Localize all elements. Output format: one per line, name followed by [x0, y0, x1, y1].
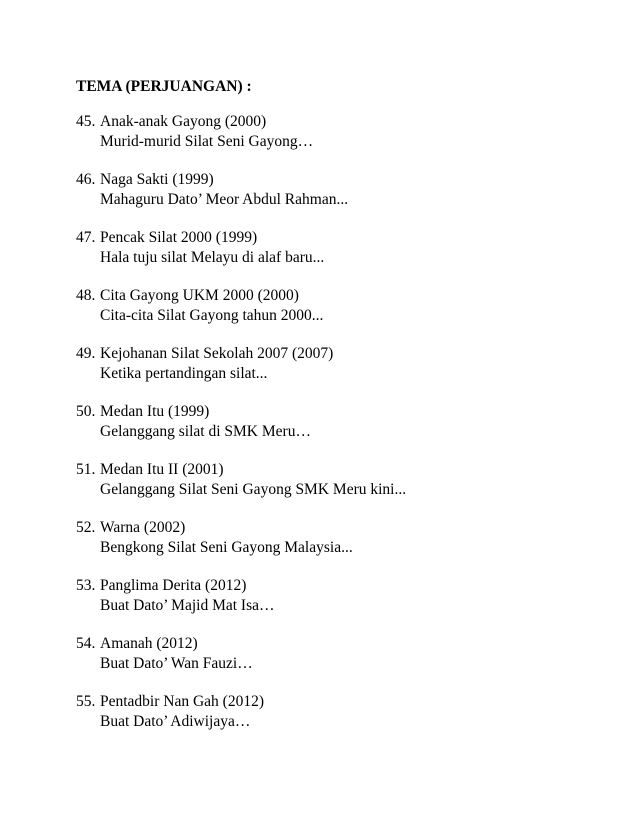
- entry-title-line: [76, 576, 616, 596]
- entry-title-line: [76, 692, 616, 712]
- list-item: [76, 112, 616, 152]
- entry-description: Buat Dato’ Majid Mat Isa…: [100, 597, 275, 614]
- entry-title-line: [76, 460, 616, 480]
- entry-title: Medan Itu (1999): [100, 403, 210, 420]
- entry-number: 47.: [76, 229, 96, 246]
- entry-title: Naga Sakti (1999): [100, 171, 214, 188]
- entry-title: Amanah (2012): [100, 635, 198, 652]
- entry-description: Gelanggang Silat Seni Gayong SMK Meru kini...: [100, 481, 407, 498]
- entry-title: Panglima Derita (2012): [100, 577, 247, 594]
- document-page: [76, 76, 616, 750]
- entry-description: Murid-murid Silat Seni Gayong…: [100, 133, 314, 150]
- entry-description: Mahaguru Dato’ Meor Abdul Rahman...: [100, 191, 349, 208]
- entry-title-line: [76, 344, 616, 364]
- entry-title: Pentadbir Nan Gah (2012): [100, 693, 264, 710]
- document-heading: TEMA (PERJUANGAN) :: [76, 78, 252, 95]
- entry-number: 46.: [76, 171, 96, 188]
- entry-title-line: [76, 286, 616, 306]
- list-item: [76, 286, 616, 326]
- entry-title: Medan Itu II (2001): [100, 461, 224, 478]
- entry-title: Cita Gayong UKM 2000 (2000): [100, 287, 299, 304]
- entry-number: 52.: [76, 519, 96, 536]
- list-item: [76, 228, 616, 268]
- entry-number: 48.: [76, 287, 96, 304]
- entry-number: 55.: [76, 693, 96, 710]
- entry-title-line: [76, 634, 616, 654]
- entry-description: Cita-cita Silat Gayong tahun 2000...: [100, 307, 324, 324]
- entry-description: Ketika pertandingan silat...: [100, 365, 268, 382]
- entry-number: 45.: [76, 113, 96, 130]
- entry-number: 51.: [76, 461, 96, 478]
- entry-title-line: [76, 402, 616, 422]
- entry-title: Pencak Silat 2000 (1999): [100, 229, 258, 246]
- entry-description: Buat Dato’ Adiwijaya…: [100, 713, 251, 730]
- entry-description: Buat Dato’ Wan Fauzi…: [100, 655, 253, 672]
- entry-title-line: [76, 112, 616, 132]
- entry-title: Warna (2002): [100, 519, 186, 536]
- entry-number: 53.: [76, 577, 96, 594]
- entry-title: Anak-anak Gayong (2000): [100, 113, 267, 130]
- entry-title-line: [76, 228, 616, 248]
- entry-number: 50.: [76, 403, 96, 420]
- list-item: [76, 170, 616, 210]
- entry-title: Kejohanan Silat Sekolah 2007 (2007): [100, 345, 334, 362]
- list-item: [76, 692, 616, 732]
- list-item: [76, 344, 616, 384]
- entry-title-line: [76, 518, 616, 538]
- list-item: [76, 634, 616, 674]
- entry-title-line: [76, 170, 616, 190]
- list-item: [76, 402, 616, 442]
- entry-description: Bengkong Silat Seni Gayong Malaysia...: [100, 539, 353, 556]
- entry-description: Hala tuju silat Melayu di alaf baru...: [100, 249, 325, 266]
- list-item: [76, 460, 616, 500]
- entry-number: 54.: [76, 635, 96, 652]
- list-item: [76, 518, 616, 558]
- entry-description: Gelanggang silat di SMK Meru…: [100, 423, 311, 440]
- entry-number: 49.: [76, 345, 96, 362]
- list-item: [76, 576, 616, 616]
